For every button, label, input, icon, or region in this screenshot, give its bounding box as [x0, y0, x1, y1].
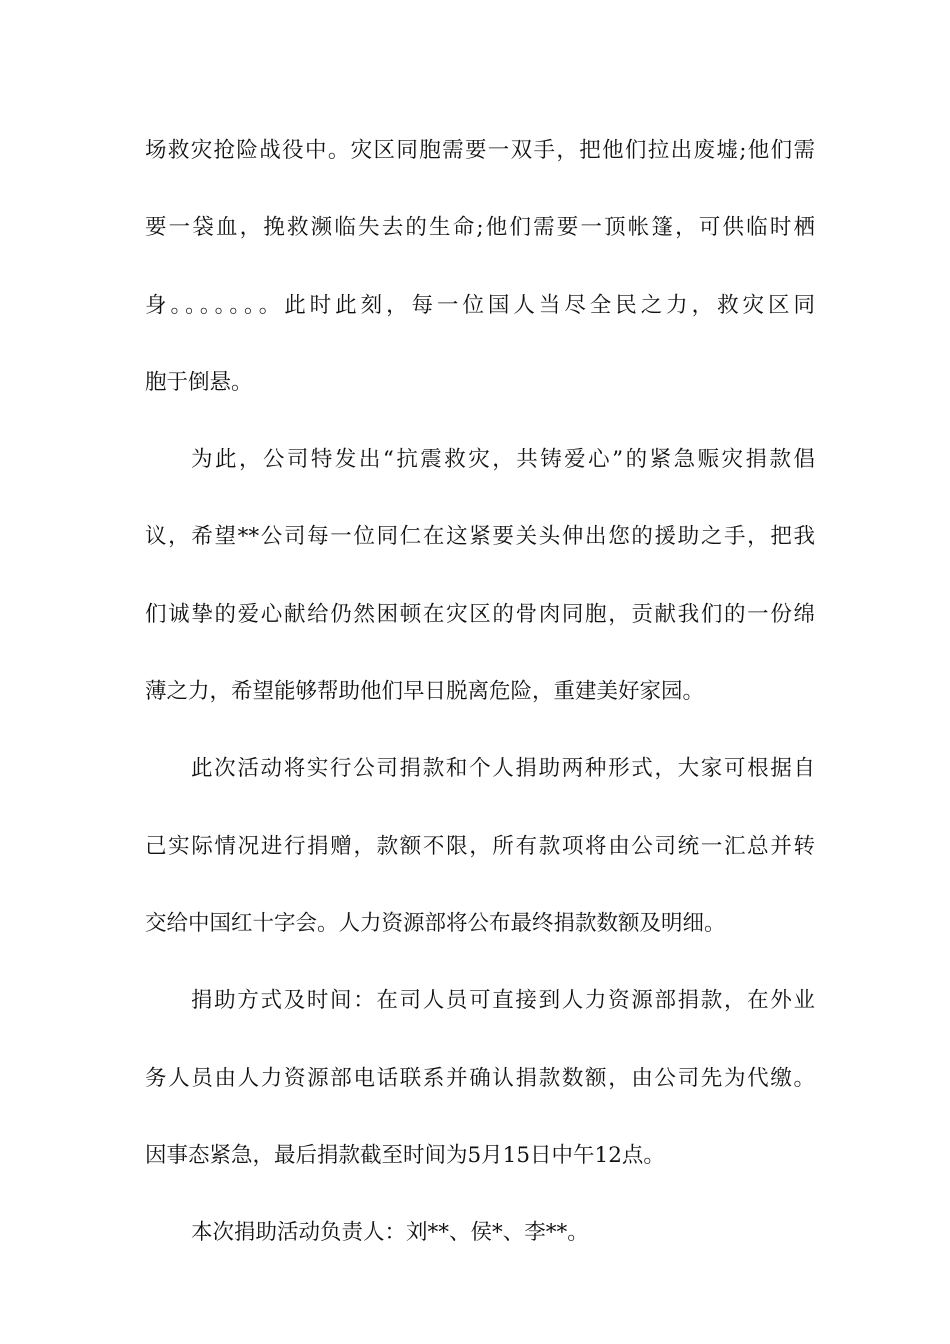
- paragraph-1-line-3: 身。。。。。。。此时此刻，每一位国人当尽全民之力，救灾区同: [145, 292, 815, 318]
- paragraph-3-line-1: 此次活动将实行公司捐款和个人捐助两种形式，大家可根据自: [191, 756, 815, 782]
- paragraph-3-line-2: 己实际情况进行捐赠，款额不限，所有款项将由公司统一汇总并转: [145, 833, 815, 859]
- paragraph-4-line-1: 捐助方式及时间：在司人员可直接到人力资源部捐款，在外业: [191, 988, 815, 1014]
- paragraph-2-line-2: 议，希望**公司每一位同仁在这紧要关头伸出您的援助之手，把我: [145, 524, 815, 550]
- paragraph-2-line-3: 们诚挚的爱心献给仍然困顿在灾区的骨肉同胞，贡献我们的一份绵: [145, 601, 815, 627]
- paragraph-1-line-4: 胞于倒悬。: [145, 369, 253, 395]
- document-body: [145, 127, 815, 1286]
- paragraph-1-line-2: 要一袋血，挽救濒临失去的生命;他们需要一顶帐篷，可供临时栖: [145, 215, 815, 241]
- paragraph-3-line-3: 交给中国红十字会。人力资源部将公布最终捐款数额及明细。: [145, 910, 726, 936]
- paragraph-2-line-1: 为此，公司特发出“抗震救灾，共铸爱心”的紧急赈灾捐款倡: [191, 447, 815, 473]
- paragraph-1-line-1: 场救灾抢险战役中。灾区同胞需要一双手，把他们拉出废墟;他们需: [145, 138, 815, 163]
- paragraph-2-line-4: 薄之力，希望能够帮助他们早日脱离危险，重建美好家园。: [145, 679, 705, 705]
- paragraph-4-line-3: 因事态紧急，最后捐款截至时间为5月15日中午12点。: [145, 1142, 665, 1168]
- paragraph-4-line-2: 务人员由人力资源部电话联系并确认捐款数额，由公司先为代缴。: [145, 1065, 815, 1091]
- paragraph-5-line-1: 本次捐助活动负责人：刘**、侯*、李**。: [191, 1220, 589, 1246]
